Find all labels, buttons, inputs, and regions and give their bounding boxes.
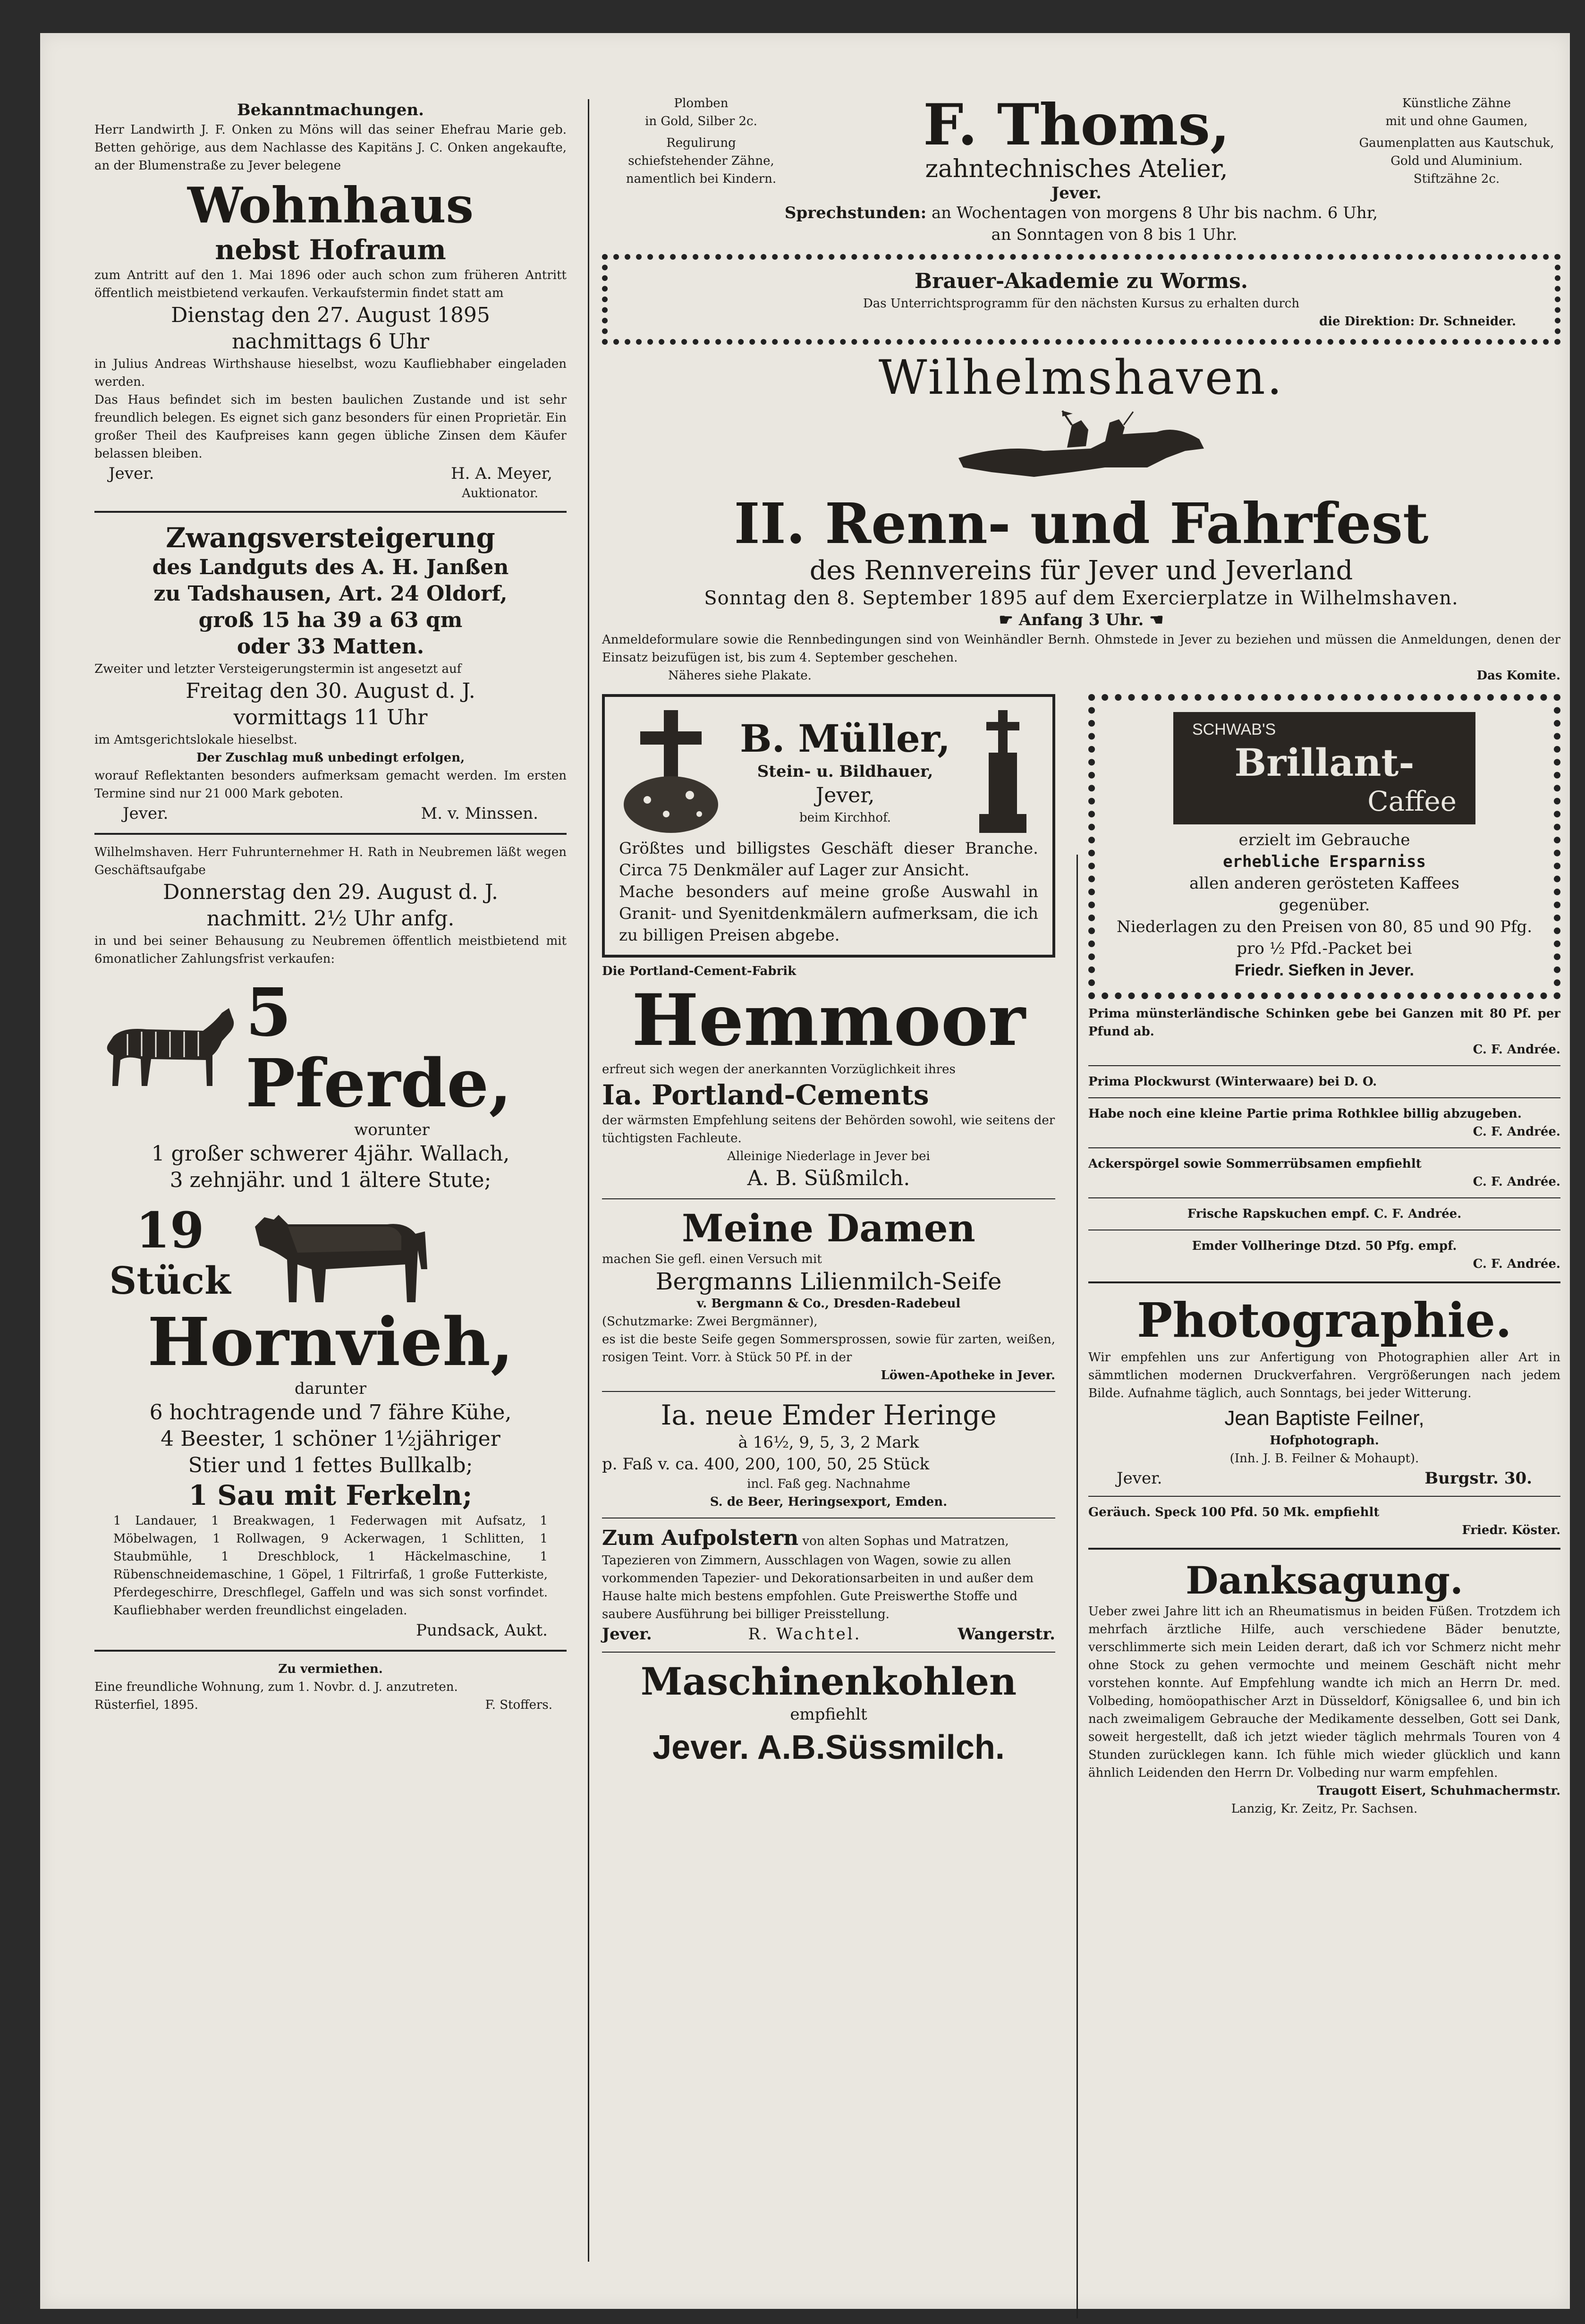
headline: Wohnhaus	[187, 176, 474, 234]
headline: 5 Pferde,	[246, 974, 512, 1122]
divider	[1088, 1097, 1560, 1098]
racehorse-icon	[949, 406, 1213, 491]
notice-text: Das Haus befindet sich im besten baulichen Zustande und ist sehr freundlich belegen. Es eignet sich ganz besonders für einen Proprietär. Ein großer Theil des Kaufpreises kann gegen übliche Zinsen dem Käufer belassen bleiben.	[94, 393, 567, 461]
ad-text: erzielt im Gebrauche	[1238, 831, 1410, 849]
ad-polster	[602, 1525, 1055, 1645]
text-line: namentlich bei Kindern.	[626, 172, 777, 186]
text-line: Plomben	[674, 96, 729, 110]
ad-title: Zum Aufpolstern	[602, 1526, 799, 1550]
photographer-role: Hofphotograph.	[1270, 1433, 1379, 1448]
notice-rent	[94, 1660, 567, 1714]
dealer-name: Friedr. Siefken in Jever.	[1235, 961, 1414, 979]
signature-line	[1088, 1467, 1560, 1489]
hours-sunday: an Sonntagen von 8 bis 1 Uhr.	[991, 225, 1237, 244]
ad-text: es ist die beste Seife gegen Sommersprossen, sowie für zarten, weißen, rosigen Teint. Vorr. à Stück 50 Pf. in der	[602, 1332, 1055, 1365]
item-line: 1 großer schwerer 4jähr. Wallach,	[151, 1142, 510, 1166]
pointing-hand-icon: ☚	[1149, 611, 1164, 629]
text-line: in Gold, Silber 2c.	[645, 114, 757, 128]
ad-text: Frische Rapskuchen empf. C. F. Andrée.	[1187, 1207, 1462, 1221]
divider	[1088, 1548, 1560, 1550]
headline-number: 19	[136, 1201, 204, 1259]
place: Rüsterfiel, 1895.	[94, 1698, 198, 1712]
notice-text: in Julius Andreas Wirthshause hieselbst, wozu Kaufliebhaber eingeladen werden.	[94, 357, 567, 389]
column-rule	[588, 99, 589, 2262]
left-column	[94, 99, 567, 1714]
more-info: Näheres siehe Plakate.	[668, 669, 812, 683]
section-heading: Zu vermiethen.	[278, 1662, 383, 1676]
newspaper-page	[40, 33, 1570, 2309]
photographer-owner: (Inh. J. B. Feilner & Mohaupt).	[1229, 1451, 1419, 1466]
section-heading: Bekanntmachungen.	[237, 101, 424, 119]
race-illustration	[602, 406, 1560, 493]
dealer-name: A. B. Süßmilch.	[747, 1166, 910, 1190]
ad-text: Alleinige Niederlage in Jever bei	[727, 1149, 930, 1163]
time-line: nachmittags 6 Uhr	[231, 330, 430, 354]
notice-emphasis: Der Zuschlag muß unbedingt erfolgen,	[196, 751, 465, 765]
ad-sign: C. F. Andrée.	[1473, 1175, 1560, 1189]
divider	[602, 1652, 1055, 1653]
item-line: 6 hochtragende und 7 fähre Kühe,	[149, 1400, 512, 1425]
cow-icon	[246, 1198, 453, 1307]
notice-auction	[94, 843, 567, 1641]
photographer-name: Jean Baptiste Feilner,	[1224, 1407, 1424, 1430]
product-name: Bergmanns Lilienmilch-Seife	[655, 1268, 1002, 1295]
notice-text: zum Antritt auf den 1. Mai 1896 oder auch schon zum früheren Antritt öffentlich meistbietend verkaufen. Verkaufstermin findet statt am	[94, 268, 567, 300]
date-line: Freitag den 30. August d. J.	[186, 679, 475, 703]
ad-text: Habe noch eine kleine Partie prima Rothklee billig abzugeben.	[1088, 1107, 1522, 1121]
signer: F. Stoffers.	[485, 1698, 552, 1712]
ad-sign: C. F. Andrée.	[1473, 1257, 1560, 1271]
item-line: 1 Sau mit Ferkeln;	[188, 1479, 473, 1511]
ad-text: incl. Faß geg. Nachnahme	[747, 1477, 910, 1491]
event-subtitle: des Rennvereins für Jever und Jeverland	[809, 555, 1353, 586]
ad-sign: Jever. A.B.Süssmilch.	[653, 1729, 1005, 1766]
divider	[94, 1650, 567, 1652]
signer: H. A. Meyer,	[450, 464, 552, 483]
notice-wohnhaus	[94, 99, 567, 502]
ad-damen	[602, 1206, 1055, 1384]
ad-text: machen Sie gefl. einen Versuch mit	[602, 1252, 822, 1266]
divider	[94, 833, 567, 835]
signer: M. v. Minssen.	[421, 804, 538, 823]
notice-text: worunter	[354, 1120, 430, 1139]
quantity-row	[602, 1453, 1055, 1475]
ad-signer: Traugott Eisert, Schuhmachermstr.	[1317, 1784, 1560, 1798]
ad-title: Photographie.	[1137, 1292, 1512, 1348]
date-line: Dienstag den 27. August 1895	[171, 303, 490, 327]
ad-text: Ueber zwei Jahre litt ich an Rheumatismus in beiden Füßen. Trotzdem ich mehrfach ärztliche Hilfe, auch verschiedene Bäder benutzte, verschlimmerte sich mein Leiden derart, daß ich vor Schmerz nicht mehr ohne Stock zu gehen vermochte und meinem Geschäft nicht mehr vorstehen konnte. Auf Empfehlung wandte ich mich an Herrn Dr. med. Volbeding, homöopathischer Arzt in Düsseldorf, Königsallee 6, und bin ich nach zweimaligem Gebrauche der Medikamente desselben, Gott sei Dank, soweit hergestellt, daß ich jetzt wieder täglich mehrmals Touren von 4 Stunden zurücklegen kann. Ich fühle mich wieder glücklich und kann ähnlich Leidenden den Herrn Dr. Volbeding nur warm empfehlen.	[1088, 1604, 1560, 1780]
ad-mueller	[602, 694, 1055, 958]
trademark: (Schutzmarke: Zwei Bergmänner),	[602, 1315, 818, 1329]
headline-line: groß 15 ha 39 a 63 qm	[198, 608, 463, 632]
ad-kaffee	[1088, 694, 1560, 999]
company-city: Jever,	[815, 783, 875, 807]
thoms-left	[602, 94, 800, 188]
street: Burgstr. 30.	[1424, 1469, 1532, 1488]
event-footer	[602, 667, 1560, 685]
ad-sign: C. F. Andrée.	[1473, 1043, 1560, 1057]
ad-sign: S. de Beer, Heringsexport, Emden.	[710, 1495, 948, 1509]
notice-zwangsversteigerung	[94, 521, 567, 824]
street: Wangerstr.	[958, 1625, 1055, 1644]
signature-line	[94, 1696, 567, 1714]
ad-text: von alten Sophas und Matratzen, Tapezieren von Zimmern, Ausschlagen von Wagen, sowie zu allen vorkommenden Tapezier- und Dekorationsarbeiten in und außer dem Hause halte mich bestens empfohlen. Gute Preiswerthe Stoffe und saubere Ausführung bei billiger Preisstellung.	[602, 1534, 1034, 1621]
company-location: beim Kirchhof.	[799, 811, 891, 825]
cross-flowers-icon	[619, 705, 723, 838]
ad-photographie	[1088, 1292, 1560, 1539]
place: Jever.	[109, 464, 154, 483]
logo-line: Caffee	[1367, 785, 1457, 817]
divider	[1088, 1065, 1560, 1066]
text-line: schiefstehender Zähne,	[628, 154, 774, 168]
headline-line: oder 33 Matten.	[237, 635, 424, 659]
divider	[602, 1198, 1055, 1199]
middle-column	[602, 694, 1055, 1818]
polster-body	[602, 1525, 1055, 1623]
ad-emphasis: erhebliche Ersparniss	[1223, 852, 1426, 871]
headline-line: zu Tadshausen, Art. 24 Oldorf,	[153, 582, 508, 606]
ad-title: Maschinenkohlen	[640, 1659, 1017, 1704]
ads-andree	[1088, 1005, 1560, 1273]
notice-text: darunter	[294, 1379, 367, 1398]
event-date: Sonntag den 8. September 1895 auf dem Exercierplatze in Wilhelmshaven.	[704, 587, 1458, 609]
ad-text: Prima münsterländische Schinken gebe bei Ganzen mit 80 Pf. per Pfund ab.	[1088, 1007, 1560, 1039]
maker: v. Bergmann & Co., Dresden-Radebeul	[696, 1297, 961, 1311]
event-start	[602, 609, 1560, 631]
event-title: II. Renn- und Fahrfest	[734, 491, 1429, 556]
item-line: 4 Beester, 1 schöner 1½jähriger	[161, 1427, 500, 1451]
ad-text: der wärmsten Empfehlung seitens der Behörden sowohl, wie seitens der tüchtigsten Fachleute.	[602, 1113, 1055, 1145]
ad-text: Mache besonders auf meine große Auswahl in Granit- und Syenitdenkmälern aufmerksam, die ich zu billigen Preisen abgebe.	[619, 882, 1038, 945]
divider	[602, 1391, 1055, 1392]
notice-text: worauf Reflektanten besonders aufmerksam gemacht werden. Im ersten Termine sind nur 21 000 Mark geboten.	[94, 769, 567, 801]
divider	[1088, 1496, 1560, 1497]
signature-line	[94, 803, 567, 824]
horse-icon	[94, 1003, 246, 1093]
thoms-right	[1353, 94, 1560, 188]
divider	[1088, 1281, 1560, 1283]
text-line: Künstliche Zähne	[1402, 96, 1511, 110]
ad-text: Das Unterrichtsprogramm für den nächsten Kursus zu erhalten durch	[863, 297, 1300, 311]
ad-text: erfreut sich wegen der anerkannten Vorzüglichkeit ihres	[602, 1062, 956, 1077]
price-row: à 16½, 9, 5, 3, 2 Mark	[738, 1433, 919, 1452]
right-area	[602, 94, 1560, 1818]
ad-text: Emder Vollheringe Dtzd. 50 Pfg. empf.	[1192, 1239, 1457, 1253]
notice-text: Herr Landwirth J. F. Onken zu Möns will das seiner Ehefrau Marie geb. Betten gehörige, aus dem Nachlasse des Kapitäns J. C. Onken angekaufte, an der Blumenstraße zu Jever belegene	[94, 123, 567, 173]
ad-title: Ia. neue Emder Heringe	[661, 1399, 997, 1431]
place: Jever.	[1117, 1469, 1162, 1488]
text-line: Gold und Aluminium.	[1390, 154, 1523, 168]
ad-sub: empfiehlt	[790, 1705, 867, 1724]
text-line: Regulirung	[666, 136, 736, 150]
signer: R. Wachtel.	[748, 1625, 862, 1644]
ad-sign: die Direktion: Dr. Schneider.	[1319, 314, 1516, 329]
text-line: Stiftzähne 2c.	[1413, 172, 1500, 186]
notice-text: in und bei seiner Behausung zu Neubremen öffentlich meistbietend mit 6monatlicher Zahlungsfrist verkaufen:	[94, 934, 567, 966]
logo-line: Brillant-	[1234, 740, 1415, 785]
notice-text: im Amtsgerichtslokale hieselbst.	[94, 733, 297, 747]
product-name: Ia. Portland-Cements	[602, 1079, 929, 1111]
inventory-list: 1 Landauer, 1 Breakwagen, 1 Federwagen mit Aufsatz, 1 Möbelwagen, 1 Rollwagen, 9 Ackerwagen, 1 Schlitten, 1 Staubmühle, 1 Dreschblock, 1 Häckelmaschine, 1 Rübenschneidemaschine, 1 Göpel, 1 Filtrirfaß, 1 große Futterkiste, Pferdegeschirre, Dreschflegel, Gaffeln und was sich sonst vorfindet. Kaufliebhaber werden freundlichst eingeladen.	[113, 1514, 548, 1618]
company-name: Hemmoor	[632, 979, 1026, 1062]
ad-kohlen	[602, 1659, 1055, 1770]
signer: Pundsack, Aukt.	[416, 1621, 548, 1640]
ad-danksagung	[1088, 1558, 1560, 1818]
ad-text: Niederlagen zu den Preisen von 80, 85 und 90 Pfg. pro ½ Pfd.-Packet bei	[1116, 917, 1533, 958]
divider	[1088, 1147, 1560, 1148]
signature-line	[94, 463, 567, 484]
text-line: mit und ohne Gaumen,	[1385, 114, 1528, 128]
signer-role: Auktionator.	[462, 486, 538, 500]
ad-text: Geräuch. Speck 100 Pfd. 50 Mk. empfiehlt	[1088, 1505, 1380, 1519]
text-line: Gaumenplatten aus Kautschuk,	[1359, 136, 1554, 150]
ad-title: Brauer-Akademie zu Worms.	[914, 269, 1248, 293]
ad-pre: Die Portland-Cement-Fabrik	[602, 964, 797, 978]
ad-text: allen anderen gerösteten Kaffees	[1189, 874, 1459, 893]
time-line: nachmitt. 2½ Uhr anfg.	[206, 907, 455, 931]
ad-text: Wir empfehlen uns zur Anfertigung von Photographien aller Art in sämmtlichen modernen Druckverfahren. Vergrößerungen nach jedem Bilde. Aufnahme täglich, auch Sonntags, bei jeder Witterung.	[1088, 1350, 1560, 1400]
item-line: 3 zehnjähr. und 1 ältere Stute;	[170, 1168, 492, 1192]
place: Jever.	[602, 1625, 652, 1644]
ad-place: Lanzig, Kr. Zeitz, Pr. Sachsen.	[1231, 1802, 1418, 1816]
company-subtitle: zahntechnisches Atelier,	[925, 155, 1228, 183]
company-name: B. Müller,	[740, 716, 950, 761]
signature-line	[602, 1623, 1055, 1645]
ad-text: Ackerspörgel sowie Sommerrübsamen empfiehlt	[1088, 1157, 1422, 1171]
thoms-center	[840, 94, 1313, 204]
ad-title: Danksagung.	[1186, 1558, 1463, 1603]
quantity-values: 400, 200, 100, 50, 25 Stück	[704, 1455, 930, 1474]
item-line: Stier und 1 fettes Bullkalb;	[188, 1453, 473, 1477]
ad-title: Meine Damen	[682, 1206, 975, 1250]
place: Jever.	[123, 804, 169, 823]
shop-name: Löwen-Apotheke in Jever.	[881, 1368, 1055, 1383]
time-line: vormittags 11 Uhr	[233, 705, 428, 729]
notice-text: Wilhelmshaven. Herr Fuhrunternehmer H. Rath in Neubremen läßt wegen Geschäftsaufgabe	[94, 845, 567, 877]
logo-line: SCHWAB'S	[1192, 721, 1276, 738]
ad-hemmoor	[602, 962, 1055, 1192]
pointing-hand-icon: ☛	[999, 611, 1019, 629]
notice-text: Zweiter und letzter Versteigerungstermin ist angesetzt auf	[94, 662, 462, 676]
company-trade: Stein- u. Bildhauer,	[757, 762, 933, 781]
city-title: Wilhelmshaven.	[878, 350, 1284, 405]
subheadline: nebst Hofraum	[215, 234, 446, 266]
headline: Zwangsversteigerung	[166, 522, 495, 554]
ad-heringe	[602, 1399, 1055, 1511]
ad-text: Größtes und billigstes Geschäft dieser Branche. Circa 75 Denkmäler auf Lager zur Ansicht.	[619, 839, 1038, 880]
right-column	[1088, 694, 1560, 1818]
hours-label: Sprechstunden:	[784, 204, 927, 222]
headline-word: Stück	[109, 1258, 231, 1303]
cattle-row	[94, 1198, 567, 1307]
ad-text: gegenüber.	[1279, 896, 1370, 915]
committee: Das Komite.	[1476, 669, 1560, 683]
thoms-hours	[602, 202, 1560, 224]
ad-rennfest	[602, 349, 1560, 685]
gravestone-icon	[967, 705, 1038, 838]
ad-sign: C. F. Andrée.	[1473, 1125, 1560, 1139]
ad-sign: Friedr. Köster.	[1462, 1523, 1560, 1537]
ad-text: Prima Plockwurst (Winterwaare) bei D. O.	[1088, 1075, 1377, 1089]
hours-weekday: an Wochentagen von morgens 8 Uhr bis nachm. 6 Uhr,	[931, 204, 1378, 222]
kaffee-logo	[1104, 712, 1544, 824]
event-text: Anmeldeformulare sowie die Rennbedingungen sind von Weinhändler Bernh. Ohmstede in Jever zu beziehen und müssen die Anmeldungen, denen der Einsatz beizufügen ist, bis zum 4. September geschehen.	[602, 633, 1560, 665]
divider	[94, 511, 567, 513]
horses-row	[94, 974, 567, 1122]
headline-line: des Landguts des A. H. Janßen	[152, 555, 509, 579]
notice-text: Eine freundliche Wohnung, zum 1. Novbr. d. J. anzutreten.	[94, 1680, 458, 1694]
date-line: Donnerstag den 29. August d. J.	[163, 880, 498, 904]
company-name: F. Thoms,	[923, 92, 1230, 158]
divider	[1088, 1197, 1560, 1198]
mueller-center	[723, 716, 967, 827]
lower-columns	[602, 694, 1560, 1818]
start-time: Anfang 3 Uhr.	[1018, 611, 1144, 629]
ad-thoms	[602, 94, 1560, 204]
quantity-label: p. Faß v. ca.	[602, 1455, 699, 1474]
company-city: Jever.	[1051, 184, 1102, 203]
ad-brauer-akademie	[602, 254, 1560, 345]
headline: Hornvieh,	[147, 1304, 514, 1381]
